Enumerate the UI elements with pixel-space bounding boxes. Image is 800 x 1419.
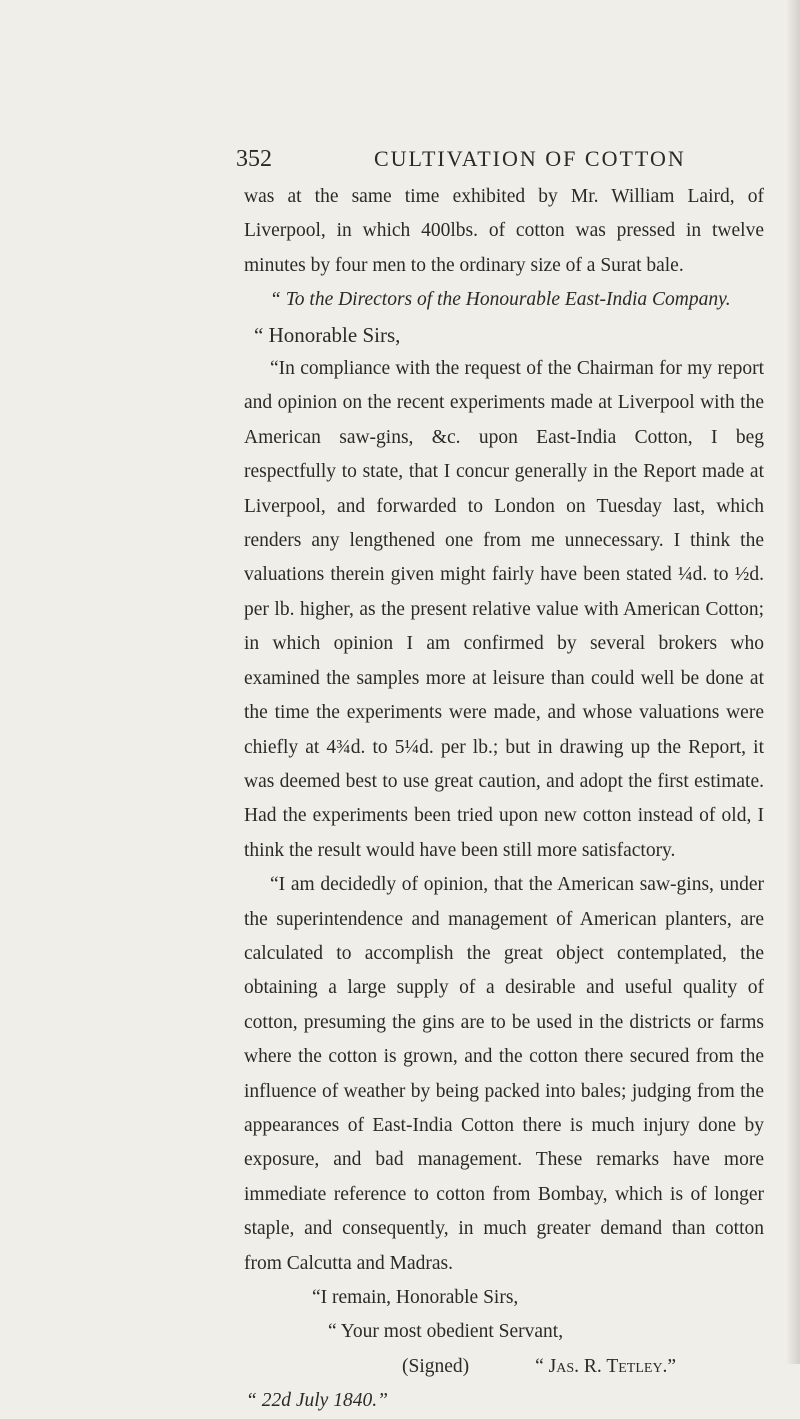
signature-name: “ Jas. R. Tetley.” (535, 1355, 677, 1377)
intro-paragraph: was at the same time exhibited by Mr. William Laird, of Liverpool, in which 400lbs. of cotton was pressed in twelve minutes by four men to the ordinary size of a Surat bale. (244, 186, 764, 276)
letter-paragraph-1: “In compliance with the request of the Chairman for my report and opinion on the recent experiments made at Liverpool with the American saw-gins, &c. upon East-India Cotton, I beg respectfully to state, that I concur generally in the Report made at Liverpool, and forwarded to London on Tuesday last, which renders any lengthened one from me unnecessary. I think the valuations therein given might fairly have been stated ¼d. to ½d. per lb. higher, as the present relative value with American Cotton; in which opinion I am confirmed by several brokers who examined the samples more at leisure than could well be done at the time the experiments were made, and whose valuations were chiefly at 4¾d. to 5¼d. per lb.; but in drawing up the Report, it was deemed best to use great caution, and adopt the first estimate. Had the experiments been tried upon new cotton instead of old, I think the result would have been still more satisfactory. (244, 358, 764, 861)
letter-date: “ 22d July 1840.” (246, 1390, 388, 1412)
closing-line-2: “ Your most obedient Servant, (328, 1321, 564, 1343)
letter-salutation: “ Honorable Sirs, (254, 322, 401, 347)
page-body (244, 180, 764, 1419)
signed-label: (Signed) (402, 1355, 470, 1377)
letter-paragraph-2: “I am decidedly of opinion, that the American saw-gins, under the superintendence and management of American planters, are calculated to accomplish the great object contemplated, the obtaining a large supply of a desirable and useful quality of cotton, presuming the gins are to be used in the districts or farms where the cotton is grown, and the cotton there secured from the influence of weather by being packed into bales; judging from the appearances of East-India Cotton there is much injury done by exposure, and bad management. These remarks have more immediate reference to cotton from Bombay, which is of longer staple, and consequently, in much greater demand than cotton from Calcutta and Madras. (244, 874, 764, 1274)
signature-line (244, 1350, 764, 1384)
running-title: CULTIVATION OF COTTON (374, 146, 686, 171)
closing-line-1: “I remain, Honorable Sirs, (312, 1287, 519, 1308)
running-header (236, 146, 686, 173)
page-number: 352 (236, 146, 272, 172)
page-edge-shadow (786, 0, 800, 1364)
letter-address: “ To the Directors of the Honourable East-India Company. (270, 289, 731, 311)
